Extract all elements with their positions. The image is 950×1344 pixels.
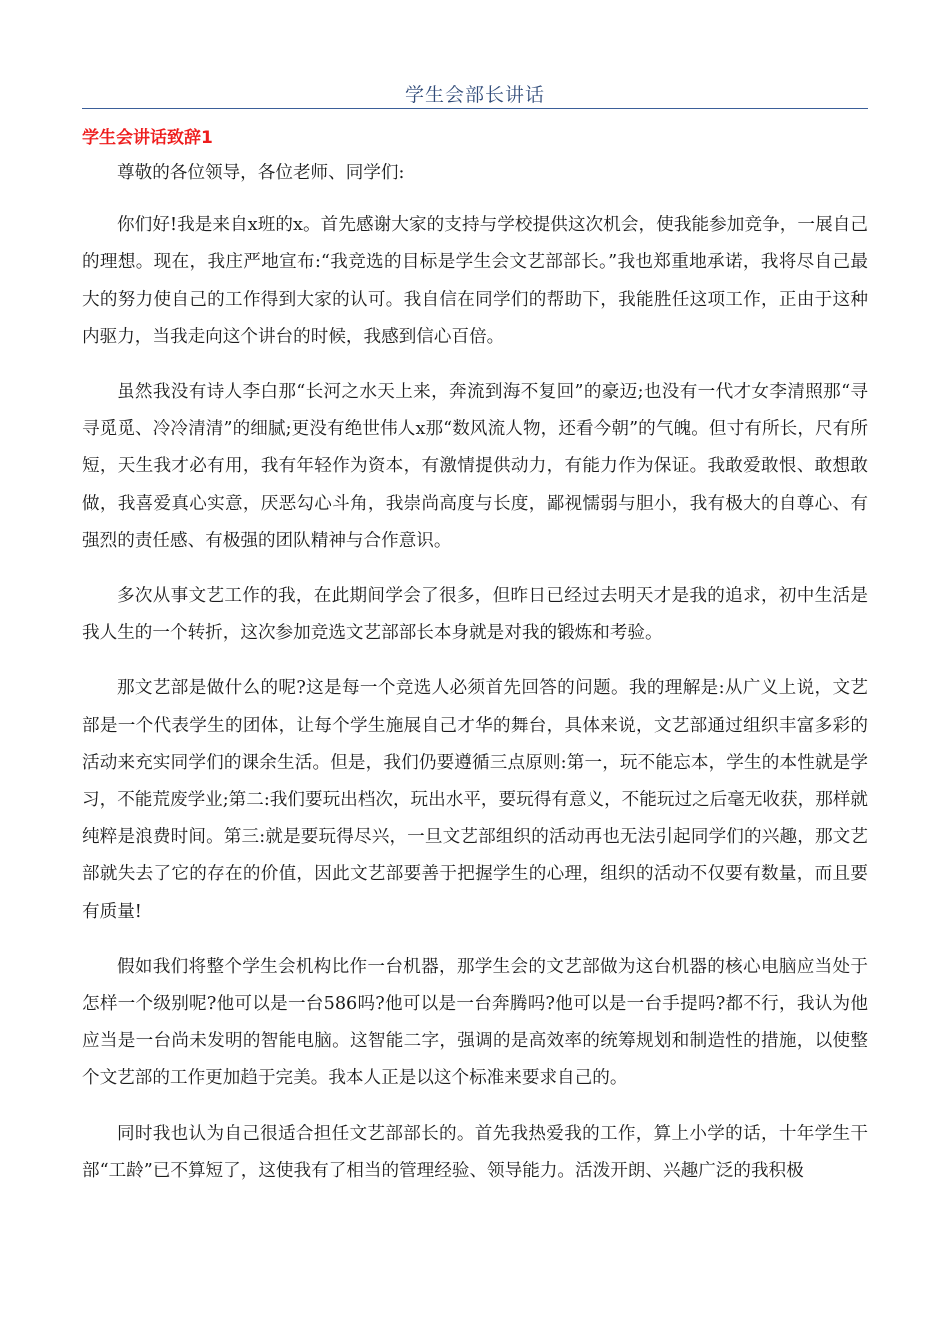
paragraph: 那文艺部是做什么的呢?这是每一个竞选人必须首先回答的问题。我的理解是:从广义上说，文艺部是一个代表学生的团体，让每个学生施展自己才华的舞台，具体来说，文艺部通过组织丰富多彩的活动来充实同学们的课余生活。但是，我们仍要遵循三点原则:第一，玩不能忘本，学生的本性就是学习，不能荒废学业;第二:我们要玩出档次，玩出水平，要玩得有意义，不能玩过之后毫无收获，那样就纯粹是浪费时间。第三:就是要玩得尽兴，一旦文艺部组织的活动再也无法引起同学们的兴趣，那文艺部就失去了它的存在的价值，因此文艺部要善于把握学生的心理，组织的活动不仅要有数量，而且要有质量! [82,678,868,922]
paragraph: 虽然我没有诗人李白那“长河之水天上来，奔流到海不复回”的豪迈;也没有一代才女李清照那“寻寻觅觅、冷冷清清”的细腻;更没有绝世伟人x那“数风流人物，还看今朝”的气魄。但寸有所长，尺有所短，天生我才必有用，我有年轻作为资本，有激情提供动力，有能力作为保证。我敢爱敢恨、敢想敢做，我喜爱真心实意，厌恶勾心斗角，我崇尚高度与长度，鄙视懦弱与胆小，我有极大的自尊心、有强烈的责任感、有极强的团队精神与合作意识。 [82,382,868,551]
paragraph: 同时我也认为自己很适合担任文艺部部长的。首先我热爱我的工作，算上小学的话，十年学生干部“工龄”已不算短了，这使我有了相当的管理经验、领导能力。活泼开朗、兴趣广泛的我积极 [82,1123,868,1181]
paragraph: 假如我们将整个学生会机构比作一台机器，那学生会的文艺部做为这台机器的核心电脑应当处于怎样一个级别呢?他可以是一台586吗?他可以是一台奔腾吗?他可以是一台手提吗?都不行，我认为他应当是一台尚未发明的智能电脑。这智能二字，强调的是高效率的统筹规划和制造性的措施，以使整个文艺部的工作更加趋于完美。我本人正是以这个标准来要求自己的。 [82,956,868,1089]
salutation: 尊敬的各位领导，各位老师、同学们: [117,163,405,183]
title-divider [82,108,868,109]
document-body [82,155,868,1208]
paragraph: 你们好!我是来自x班的x。首先感谢大家的支持与学校提供这次机会，使我能参加竞争，一展自己的理想。现在，我庄严地宣布:“我竞选的目标是学生会文艺部部长。”我也郑重地承诺，我将尽自己最大的努力使自己的工作得到大家的认可。我自信在同学们的帮助下，我能胜任这项工作，正由于这种内驱力，当我走向这个讲台的时候，我感到信心百倍。 [82,215,868,347]
paragraph: 多次从事文艺工作的我，在此期间学会了很多，但昨日已经过去明天才是我的追求，初中生活是我人生的一个转折，这次参加竞选文艺部部长本身就是对我的锻炼和考验。 [82,586,868,644]
document-title: 学生会部长讲话 [404,84,545,106]
section-heading: 学生会讲话致辞1 [82,128,213,148]
